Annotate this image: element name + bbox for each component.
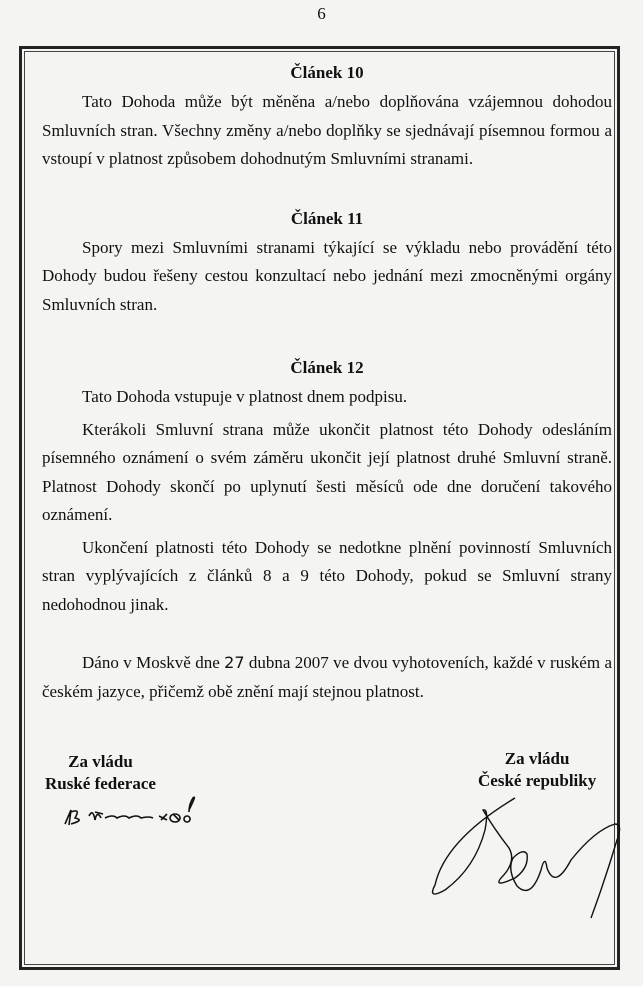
article-paragraph: Tato Dohoda může být měněna a/nebo doplňována vzájemnou dohodou Smluvních stran. Všechny změny a/nebo doplňky se sjednávají písemnou formou a vstoupí v platnost způsobem dohodnutým Smluvními stranami. [42, 92, 612, 168]
article-11 [42, 204, 612, 320]
signatory-left [45, 751, 156, 795]
signature-right [405, 790, 630, 920]
article-12 [42, 353, 612, 619]
article-heading: Článek 12 [290, 358, 364, 377]
signatory-left-line2: Ruské federace [45, 774, 156, 793]
article-heading: Článek 11 [290, 208, 364, 228]
closing-paragraph [42, 649, 612, 706]
signatory-right [478, 748, 596, 792]
signatory-right-line1: Za vládu [504, 749, 570, 768]
document-body [42, 58, 612, 706]
signatory-right-line2: České republiky [478, 771, 597, 790]
page-number: 6 [317, 4, 326, 23]
signature-left [55, 790, 235, 835]
article-heading: Článek 10 [290, 63, 364, 82]
article-paragraph: Ukončení platnosti této Dohody se nedotkne plnění povinností Smluvních stran vyplývajících z článků 8 a 9 této Dohody, pokud se Smluvní strany nedohodnou jinak. [42, 537, 612, 614]
article-paragraph: Spory mezi Smluvními stranami týkající se výkladu nebo provádění této Dohody budou řešeny cestou konzultací nebo jednání mezi zmocněnými orgány Smluvních stran. [42, 237, 612, 314]
article-paragraph: Kterákoli Smluvní strana může ukončit platnost této Dohody odesláním písemného oznámení o svém záměru ukončit její platnost druhé Smluvní straně. Platnost Dohody skončí po uplynutí šesti měsíců ode dne doručení takového oznámení. [42, 419, 612, 524]
article-10 [42, 58, 612, 174]
signatory-left-line1: Za vládu [68, 752, 133, 771]
closing-text-end: dubna 2007 ve dvou vyhotoveních, každé v ruském a českém jazyce, přičemž obě znění mají stejnou platnost. [42, 653, 612, 701]
closing-text-start: Dáno v Moskvě dne [82, 653, 225, 672]
article-paragraph: Tato Dohoda vstupuje v platnost dnem podpisu. [82, 387, 408, 406]
handwritten-day: 27 [224, 653, 245, 672]
